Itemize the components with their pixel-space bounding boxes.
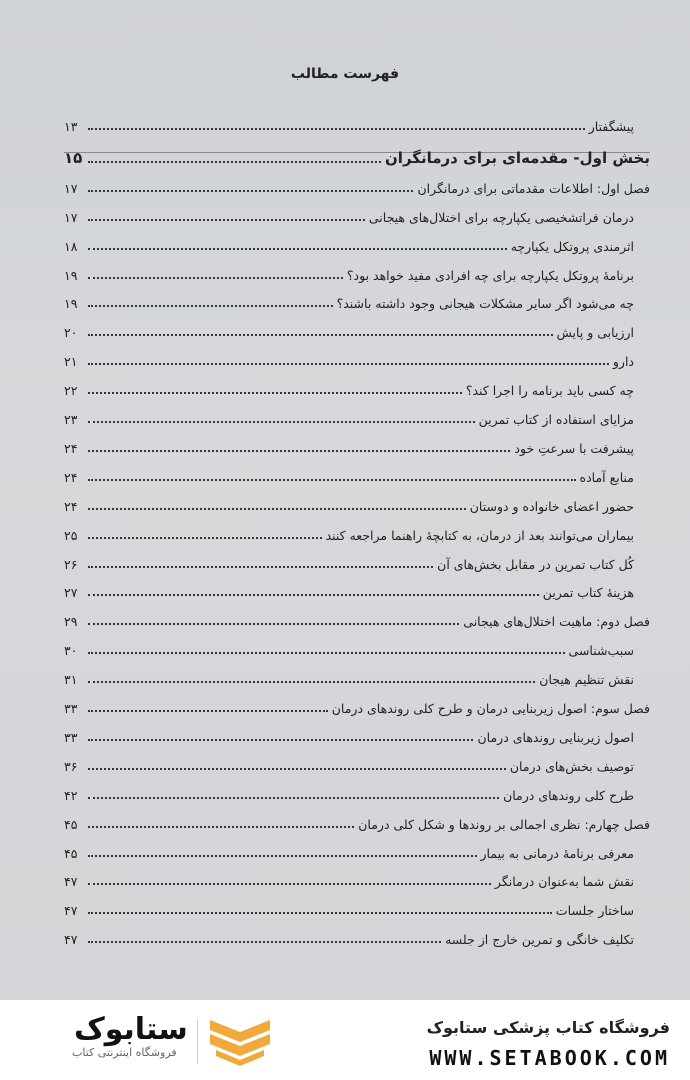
toc-chapter-entry [64, 174, 650, 198]
toc-entry-title: طرح کلی روندهای درمان [503, 787, 634, 803]
store-name: فروشگاه کتاب پزشکی ستابوک [426, 1018, 670, 1037]
toc-page-number: ۲۷ [64, 585, 78, 601]
toc-dot-leader [88, 248, 507, 250]
toc-page-number: ۲۴ [64, 469, 78, 485]
toc-dot-leader [88, 566, 433, 568]
toc-entry-title: ساختار جلسات [555, 903, 634, 919]
toc-section-entry [64, 492, 634, 516]
toc-entry-title: چه می‌شود اگر سایر مشکلات هیجانی وجود داشته باشند؟ [336, 296, 634, 312]
store-url-link[interactable]: WWW.SETABOOK.COM [429, 1046, 670, 1070]
toc-page-number: ۴۷ [64, 903, 78, 919]
toc-dot-leader [88, 508, 466, 510]
toc-entry-title: پیشگفتار [588, 119, 634, 134]
toc-section-entry [64, 665, 634, 689]
toc-section-entry [64, 839, 634, 863]
toc-page-number: ۲۱ [64, 354, 78, 370]
toc-dot-leader [88, 912, 552, 914]
toc-section-entry [64, 578, 634, 602]
store-footer [0, 1000, 690, 1080]
toc-entry-title: برنامهٔ پروتکل یکپارچه برای چه افرادی مفید خواهد بود؟ [346, 267, 634, 283]
toc-page-number: ۴۵ [64, 816, 78, 832]
toc-entry-title: تکلیف خانگی و تمرین خارج از جلسه [445, 932, 634, 948]
toc-entry-title: هزینهٔ کتاب تمرین [542, 585, 634, 601]
toc-section-entry [64, 550, 634, 574]
toc-dot-leader [88, 363, 609, 365]
toc-section-entry [64, 232, 634, 256]
toc-section-entry [64, 867, 634, 891]
toc-dot-leader [88, 392, 462, 394]
toc-entry-title: منابع آماده [579, 469, 634, 485]
toc-page-number: ۲۶ [64, 556, 78, 572]
toc-chapter-entry [64, 810, 650, 834]
toc-entry-title: سبب‌شناسی [568, 643, 634, 659]
toc-page-number: ۱۸ [64, 238, 78, 254]
toc-page-number: ۲۲ [64, 383, 78, 399]
toc-section-entry [64, 463, 634, 487]
toc-section-entry [64, 723, 634, 747]
toc-entry-title: مزایای استفاده از کتاب تمرین [478, 412, 634, 427]
toc-section-entry [64, 896, 634, 920]
toc-entry-title: فصل چهارم: نظری اجمالی بر روندها و شکل کلی درمان [358, 816, 650, 832]
toc-page-number: ۳۰ [64, 643, 78, 659]
toc-section-entry [64, 636, 634, 660]
toc-dot-leader [88, 710, 328, 712]
toc-entry-title: بیماران می‌توانند بعد از درمان، به کتابچهٔ راهنما مراجعه کنند [325, 527, 634, 543]
toc-entry-title: معرفی برنامهٔ درمانی به بیمار [480, 845, 634, 861]
toc-page-number: ۱۵ [64, 148, 83, 167]
toc-dot-leader [88, 652, 565, 654]
toc-dot-leader [88, 537, 322, 539]
toc-entry-title: اصول زیربنایی روندهای درمان [477, 729, 634, 745]
toc-page-number: ۱۹ [64, 296, 78, 312]
toc-entry-title: کُل کتاب تمرین در مقابل بخش‌های آن [437, 556, 634, 572]
logo-wordmark: ستابوک [74, 1012, 188, 1047]
toc-dot-leader [88, 334, 553, 336]
toc-chapter-entry [64, 694, 650, 718]
toc-section-entry [64, 405, 634, 429]
toc-page-number: ۳۶ [64, 758, 78, 774]
toc-entry-title: پیشرفت با سرعتِ خود [514, 440, 634, 456]
toc-dot-leader [88, 855, 477, 857]
toc-section-entry [64, 925, 634, 949]
toc-entry-title: اثرمندی پروتکل یکپارچه [510, 238, 634, 254]
toc-entry-title: فصل سوم: اصول زیربنایی درمان و طرح کلی روندهای درمان [331, 701, 650, 716]
toc-dot-leader [88, 421, 475, 423]
toc-entry-title: چه کسی باید برنامه را اجرا کند؟ [465, 383, 634, 399]
toc-dot-leader [88, 739, 473, 741]
toc-dot-leader [88, 277, 343, 279]
toc-page-number: ۳۳ [64, 701, 78, 716]
page-title: فهرست مطالب [290, 66, 400, 82]
toc-page-number: ۲۴ [64, 498, 78, 514]
toc-dot-leader [88, 161, 381, 163]
toc-dot-leader [88, 305, 333, 307]
toc-section-entry [64, 112, 634, 136]
toc-entry-title: نقش تنظیم هیجان [539, 672, 634, 688]
toc-entry-title: حضور اعضای خانواده و دوستان [469, 498, 634, 514]
toc-section-entry [64, 781, 634, 805]
toc-section-entry [64, 752, 634, 776]
toc-page-number: ۱۹ [64, 267, 78, 283]
toc-section-entry [64, 289, 634, 313]
toc-page-number: ۴۵ [64, 845, 78, 861]
toc-dot-leader [88, 941, 441, 943]
logo-divider [197, 1020, 198, 1064]
toc-page-number: ۱۷ [64, 180, 78, 196]
toc-dot-leader [88, 594, 539, 596]
logo-tagline: فروشگاه اینترنتی کتاب [72, 1046, 177, 1059]
toc-entry-title: دارو [612, 354, 634, 370]
toc-page-number: ۴۷ [64, 932, 78, 948]
toc-section-entry [64, 521, 634, 545]
toc-section-entry [64, 318, 634, 342]
toc-entry-title: فصل دوم: ماهیت اختلال‌های هیجانی [463, 614, 650, 630]
toc-page-number: ۱۳ [64, 119, 78, 134]
toc-section-entry [64, 347, 634, 371]
toc-chapter-entry [64, 607, 650, 631]
toc-dot-leader [88, 479, 576, 481]
toc-entry-title: توصیف بخش‌های درمان [509, 758, 634, 774]
toc-dot-leader [88, 681, 535, 683]
toc-entry-title: درمان فراتشخیصی یکپارچه برای اختلال‌های هیجانی [368, 209, 634, 225]
toc-page-number: ۴۲ [64, 787, 78, 803]
toc-dot-leader [88, 219, 365, 221]
toc-page-number: ۱۷ [64, 209, 78, 225]
toc-dot-leader [88, 768, 506, 770]
toc-section-entry [64, 261, 634, 285]
toc-dot-leader [88, 450, 510, 452]
toc-entry-title: نقش شما به‌عنوان درمانگر [494, 874, 634, 890]
toc-entry-title: بخش اول- مقدمه‌ای برای درمانگران [385, 148, 650, 167]
toc-page-number: ۲۳ [64, 412, 78, 427]
toc-dot-leader [88, 883, 491, 885]
toc-page-number: ۲۰ [64, 325, 78, 341]
toc-dot-leader [88, 826, 354, 828]
toc-page-number: ۲۵ [64, 527, 78, 543]
toc-section-entry [64, 203, 634, 227]
store-logo[interactable] [32, 1014, 272, 1070]
toc-dot-leader [88, 128, 585, 130]
toc-page-number: ۳۱ [64, 672, 78, 688]
toc-page-number: ۲۹ [64, 614, 78, 630]
toc-section-entry [64, 434, 634, 458]
toc-dot-leader [88, 623, 459, 625]
toc-section-entry [64, 376, 634, 400]
toc-page-number: ۴۷ [64, 874, 78, 890]
toc-page-number: ۲۴ [64, 440, 78, 456]
toc-entry-title: فصل اول: اطلاعات مقدماتی برای درمانگران [417, 180, 650, 196]
toc-entry-title: ارزیابی و پایش [556, 325, 634, 341]
toc-dot-leader [88, 190, 413, 192]
toc-part-heading [64, 145, 650, 169]
toc-page-number: ۳۳ [64, 729, 78, 745]
toc-dot-leader [88, 797, 499, 799]
book-chevron-icon [208, 1018, 272, 1066]
